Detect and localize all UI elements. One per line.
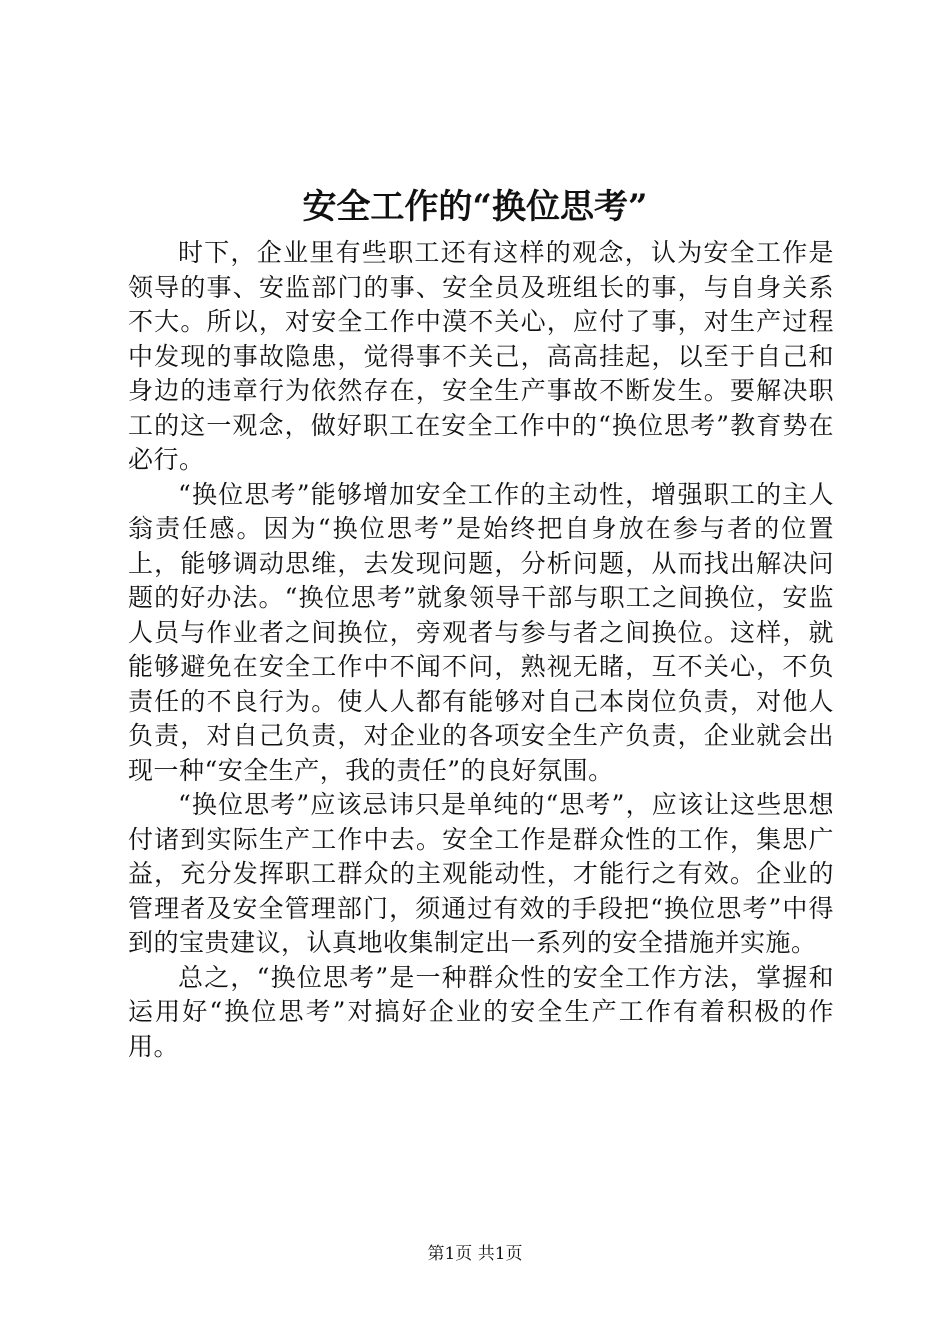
paragraph-2: “换位思考”能够增加安全工作的主动性，增强职工的主人翁责任感。因为“换位思考”是始终把自身放在参与者的位置上，能够调动思维，去发现问题，分析问题，从而找出解决问题的好办法。“换位思考”就象领导干部与职工之间换位，安监人员与作业者之间换位，旁观者与参与者之间换位。这样，就能够避免在安全工作中不闻不问，熟视无睹，互不关心，不负责任的不良行为。使人人都有能够对自己本岗位负责，对他人负责，对自己负责，对企业的各项安全生产负责，企业就会出现一种“安全生产，我的责任”的良好氛围。 [128,479,834,785]
paragraph-3: “换位思考”应该忌讳只是单纯的“思考”，应该让这些思想付诸到实际生产工作中去。安全工作是群众性的工作，集思广益，充分发挥职工群众的主观能动性，才能行之有效。企业的管理者及安全管理部门，须通过有效的手段把“换位思考”中得到的宝贵建议，认真地收集制定出一系列的安全措施并实施。 [128,790,834,957]
document-title: 安全工作的“换位思考” [302,187,648,227]
page-footer: 第1页 共1页 [427,1244,523,1264]
paragraph-4: 总之，“换位思考”是一种群众性的安全工作方法，掌握和运用好“换位思考”对搞好企业的安全生产工作有着积极的作用。 [128,962,834,1061]
paragraph-1: 时下，企业里有些职工还有这样的观念，认为安全工作是领导的事、安监部门的事、安全员及班组长的事，与自身关系不大。所以，对安全工作中漠不关心，应付了事，对生产过程中发现的事故隐患，觉得事不关己，高高挂起，以至于自己和身边的违章行为依然存在，安全生产事故不断发生。要解决职工的这一观念，做好职工在安全工作中的“换位思考”教育势在必行。 [128,238,834,474]
document-body [128,236,834,1064]
